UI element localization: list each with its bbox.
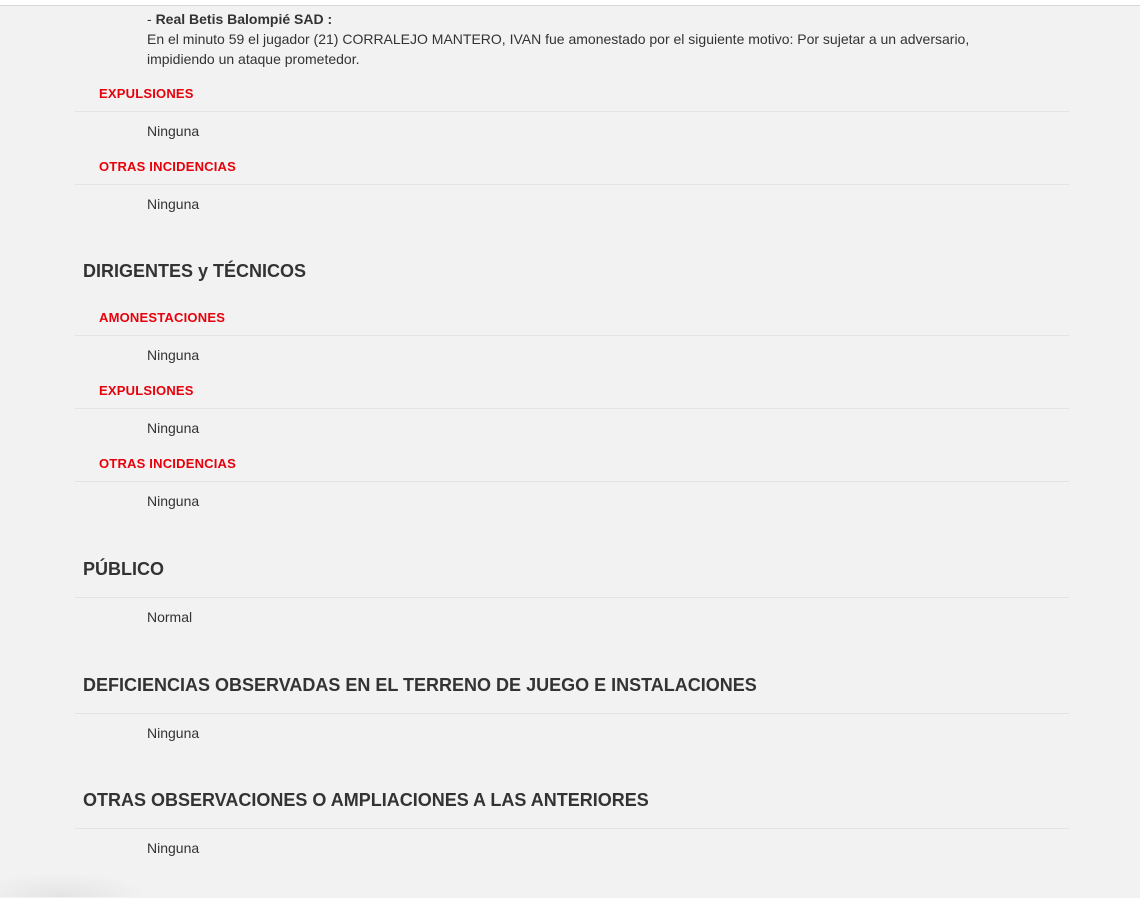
players-expulsiones-heading: EXPULSIONES [99,86,194,101]
dirigentes-amonestaciones-value: Ninguna [147,347,200,363]
dirigentes-otras-incidencias-heading: OTRAS INCIDENCIAS [99,456,237,471]
team-prefix: - [147,11,156,27]
divider [75,597,1069,598]
divider [75,111,1069,112]
players-expulsiones-value: Ninguna [147,123,200,139]
team-name: Real Betis Balompié SAD : [155,11,333,27]
divider [75,713,1069,714]
dirigentes-expulsiones-heading: EXPULSIONES [99,383,194,398]
report-page [0,5,1140,898]
divider [75,335,1069,336]
dirigentes-expulsiones-value: Ninguna [147,420,200,436]
bottom-shadow [0,872,150,897]
dirigentes-amonestaciones-heading: AMONESTACIONES [99,310,226,325]
team-caution-header [147,9,332,29]
publico-value: Normal [147,609,193,625]
deficiencias-value: Ninguna [147,725,200,741]
publico-section-title: PÚBLICO [83,559,164,579]
players-otras-incidencias-heading: OTRAS INCIDENCIAS [99,159,237,174]
dirigentes-section-title: DIRIGENTES y TÉCNICOS [83,261,307,281]
dirigentes-otras-incidencias-value: Ninguna [147,493,200,509]
divider [75,828,1069,829]
divider [75,184,1069,185]
caution-description: En el minuto 59 el jugador (21) CORRALEJO MANTERO, IVAN fue amonestado por el siguiente motivo: Por sujetar a un adversario, impidiendo un ataque prometedor. [147,31,970,67]
scrollbar-track[interactable] [1140,0,1147,897]
deficiencias-section-title: DEFICIENCIAS OBSERVADAS EN EL TERRENO DE JUEGO E INSTALACIONES [83,675,757,695]
players-otras-incidencias-value: Ninguna [147,196,200,212]
otras-observaciones-value: Ninguna [147,840,200,856]
divider [75,408,1069,409]
divider [75,481,1069,482]
otras-observaciones-section-title: OTRAS OBSERVACIONES O AMPLIACIONES A LAS ANTERIORES [83,790,649,810]
